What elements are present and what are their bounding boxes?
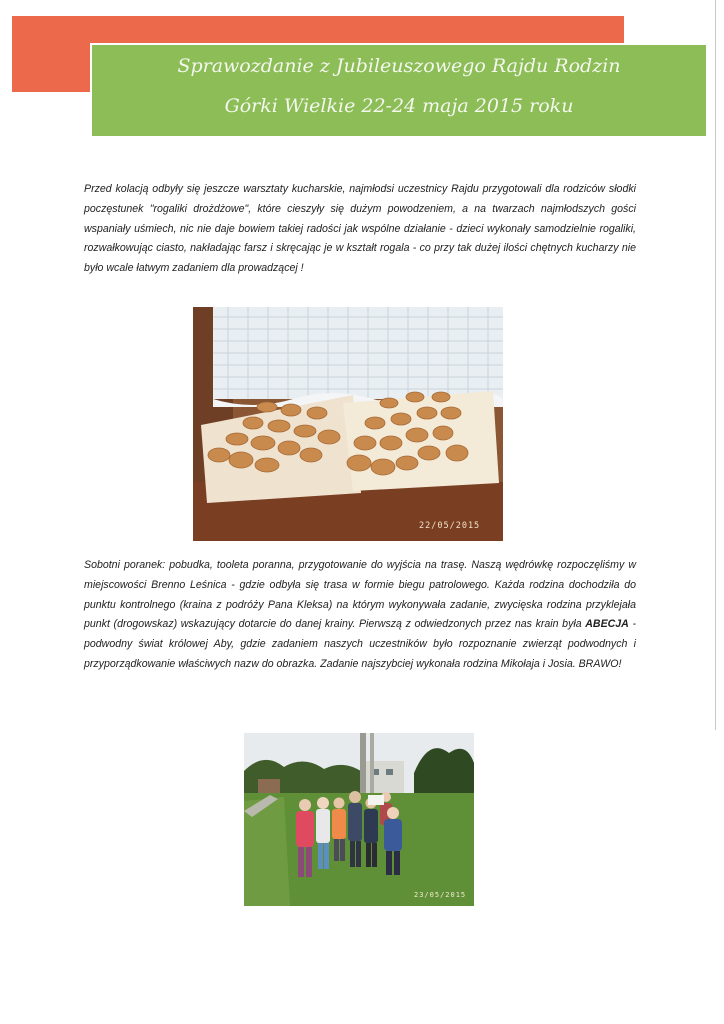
- photo-date-stamp: 22/05/2015: [419, 521, 481, 531]
- paragraph-cooking-workshop: Przed kolacją odbyły się jeszcze warsztaty kucharskie, najmłodsi uczestnicy Rajdu przygotowali dla rodziców słodki poczęstunek "rogaliki drożdżowe", które cieszyły się dużym powodzeniem, a na twarzach najmłodszych gości wspaniały uśmiech, nic nie daje bowiem takiej radości jak wspólne działanie - dzieci wykonały samodzielnie rogaliki, rozwałkowując ciasto, nakładając farsz i skręcając je w kształt rogala - co przy tak dużej ilości chętnych kucharzy nie było wcale łatwym zadaniem dla prowadzącej !: [84, 183, 636, 275]
- report-title: Sprawozdanie z Jubileuszowego Rajdu Rodzin: [177, 55, 621, 77]
- photo-family-group: [244, 733, 474, 906]
- paragraph-text: Sobotni poranek: pobudka, tooleta poranna, przygotowanie do wyjścia na trasę. Naszą wędrówkę rozpoczęliśmy w miejscowości Brenno Leśnica - gdzie odbyła się trasa w formie biegu patrolowego. Każda rodzina dochodziła do punktu kontrolnego (kraina z podróży Pana Kleksa) na którym wykonywała zadanie, zwycięska rodzina przyklejała punkt (drogowskaz) wskazujący dotarcie do danej krainy. Pierwszą z odwiedzonych przez nas krain była: [84, 559, 636, 631]
- page-edge-line: [715, 0, 716, 730]
- abecja-highlight: ABECJA: [585, 618, 629, 631]
- photo-date-stamp: 23/05/2015: [414, 891, 467, 899]
- header-title-box: [92, 45, 706, 136]
- photo-croissants: [193, 307, 503, 541]
- paragraph-saturday-route: [84, 556, 636, 675]
- photo-croissants-image: [193, 307, 503, 541]
- paragraph-text-end: - podwodny świat królowej Aby, gdzie zadaniem naszych uczestników było rozpoznanie zwierząt podwodnych i przyporządkowanie właściwych nazw do obrazka. Zadanie najszybciej wykonała rodzina Mikołaja i Josia. BRAWO!: [84, 618, 636, 670]
- photo-family-group-image: [244, 733, 474, 906]
- report-subtitle-date: Górki Wielkie 22-24 maja 2015 roku: [224, 95, 574, 117]
